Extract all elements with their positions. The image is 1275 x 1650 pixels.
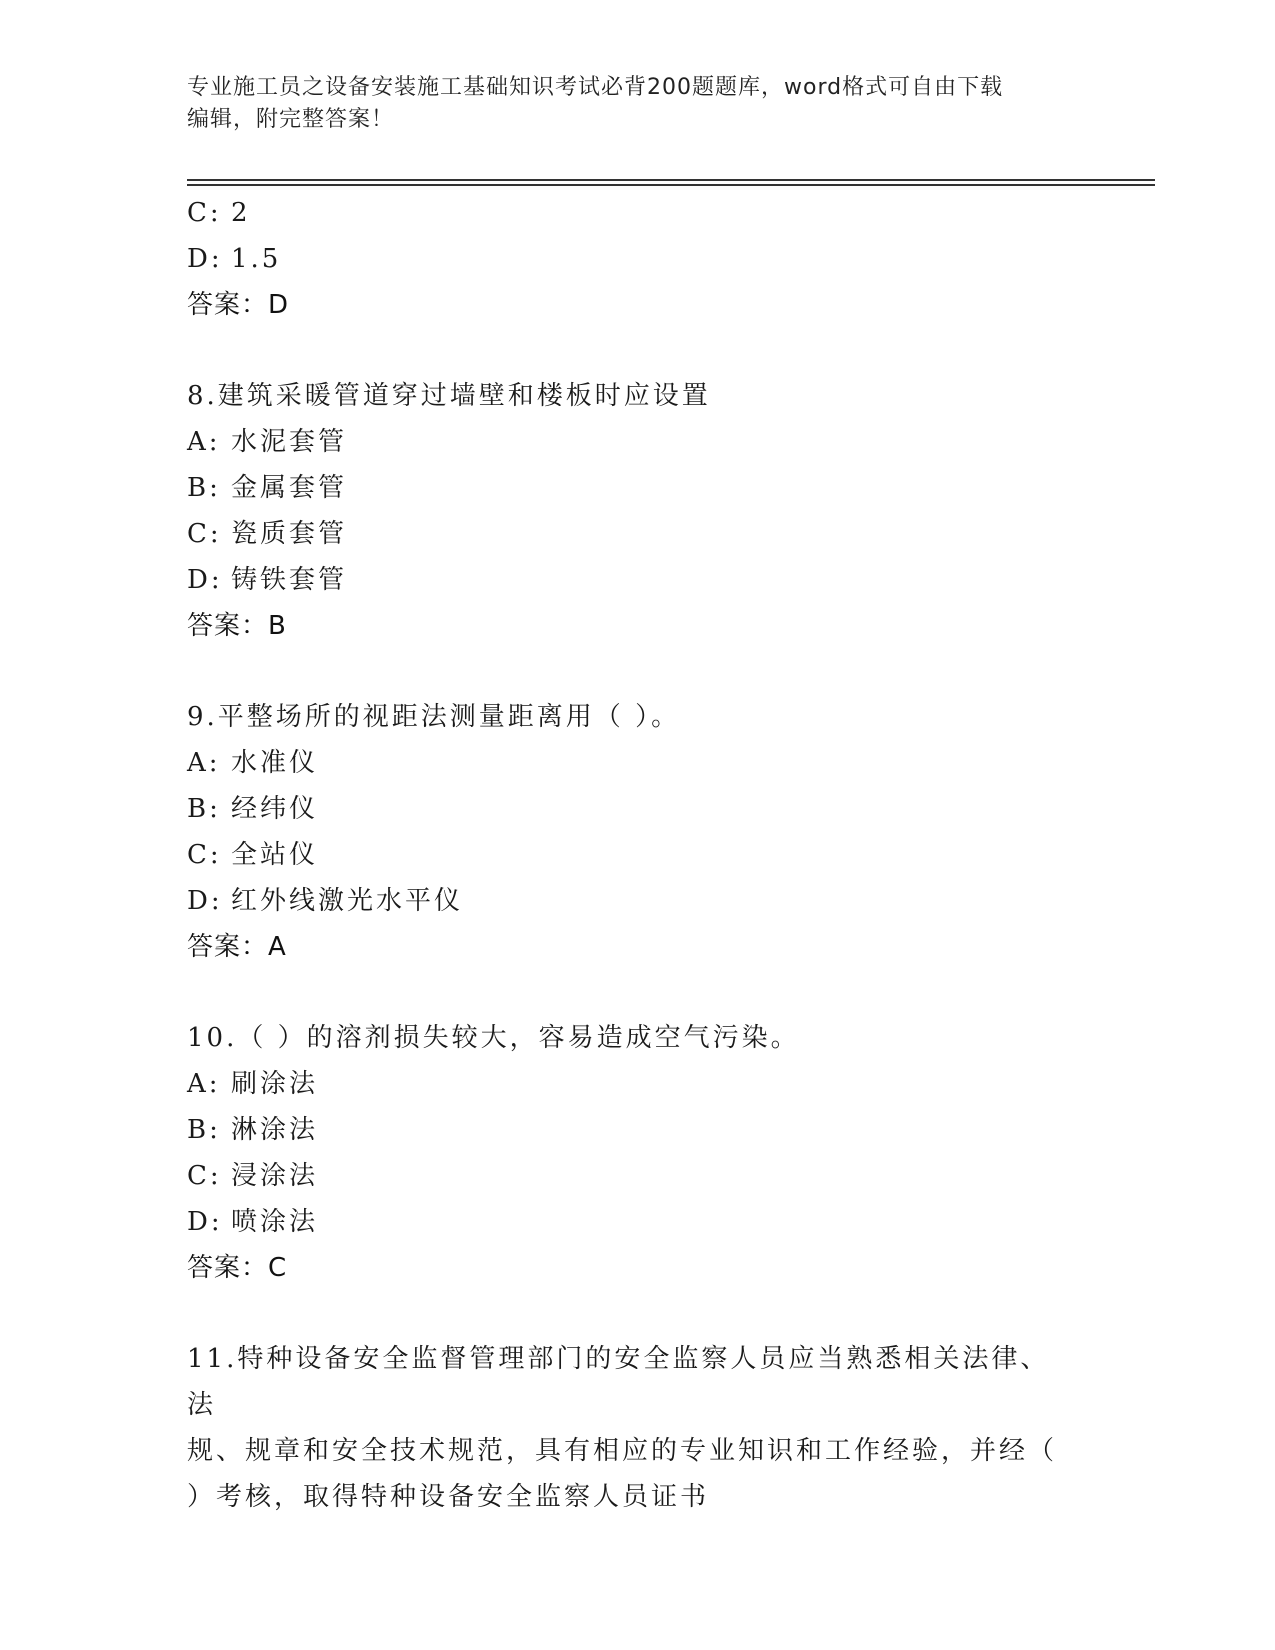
option-d: D: 喷涂法 (187, 1207, 319, 1237)
option-d: D: 红外线激光水平仪 (187, 886, 464, 916)
header-rule-bottom (187, 184, 1155, 186)
option-d: D: 1.5 (187, 244, 282, 274)
option-c: C: 瓷质套管 (187, 519, 348, 549)
question-8 (187, 373, 1087, 649)
question-list (187, 190, 1087, 1520)
header-line-2: 编辑，附完整答案！ (187, 107, 395, 132)
option-a: A: 刷涂法 (187, 1069, 319, 1099)
answer-line: 答案：D (187, 290, 290, 320)
question-text-line-3: ）考核，取得特种设备安全监察人员证书 (187, 1482, 710, 1512)
option-b: B: 经纬仪 (187, 794, 319, 824)
question-7-tail (187, 190, 1087, 328)
answer-line: 答案：A (187, 932, 287, 962)
question-text: 8.建筑采暖管道穿过墙壁和楼板时应设置 (187, 381, 711, 411)
question-9 (187, 694, 1087, 970)
option-a: A: 水准仪 (187, 748, 319, 778)
option-c: C: 浸涂法 (187, 1161, 319, 1191)
option-d: D: 铸铁套管 (187, 565, 348, 595)
question-11 (187, 1336, 1087, 1520)
option-b: B: 淋涂法 (187, 1115, 319, 1145)
answer-line: 答案：B (187, 611, 287, 641)
header-line-1: 专业施工员之设备安装施工基础知识考试必背200题题库，word格式可自由下载 (187, 75, 1004, 100)
answer-line: 答案：C (187, 1253, 288, 1283)
option-c: C: 2 (187, 198, 251, 228)
question-text: 9.平整场所的视距法测量距离用（ ）。 (187, 702, 681, 732)
document-header (187, 72, 1067, 136)
question-text-line-1: 11.特种设备安全监督管理部门的安全监察人员应当熟悉相关法律、法 (187, 1344, 1050, 1420)
question-text-line-2: 规、规章和安全技术规范，具有相应的专业知识和工作经验，并经（ (187, 1436, 1058, 1466)
question-text: 10.（ ）的溶剂损失较大，容易造成空气污染。 (187, 1023, 800, 1053)
option-c: C: 全站仪 (187, 840, 319, 870)
question-10 (187, 1015, 1087, 1291)
option-a: A: 水泥套管 (187, 427, 348, 457)
header-rule-top (187, 179, 1155, 181)
option-b: B: 金属套管 (187, 473, 348, 503)
